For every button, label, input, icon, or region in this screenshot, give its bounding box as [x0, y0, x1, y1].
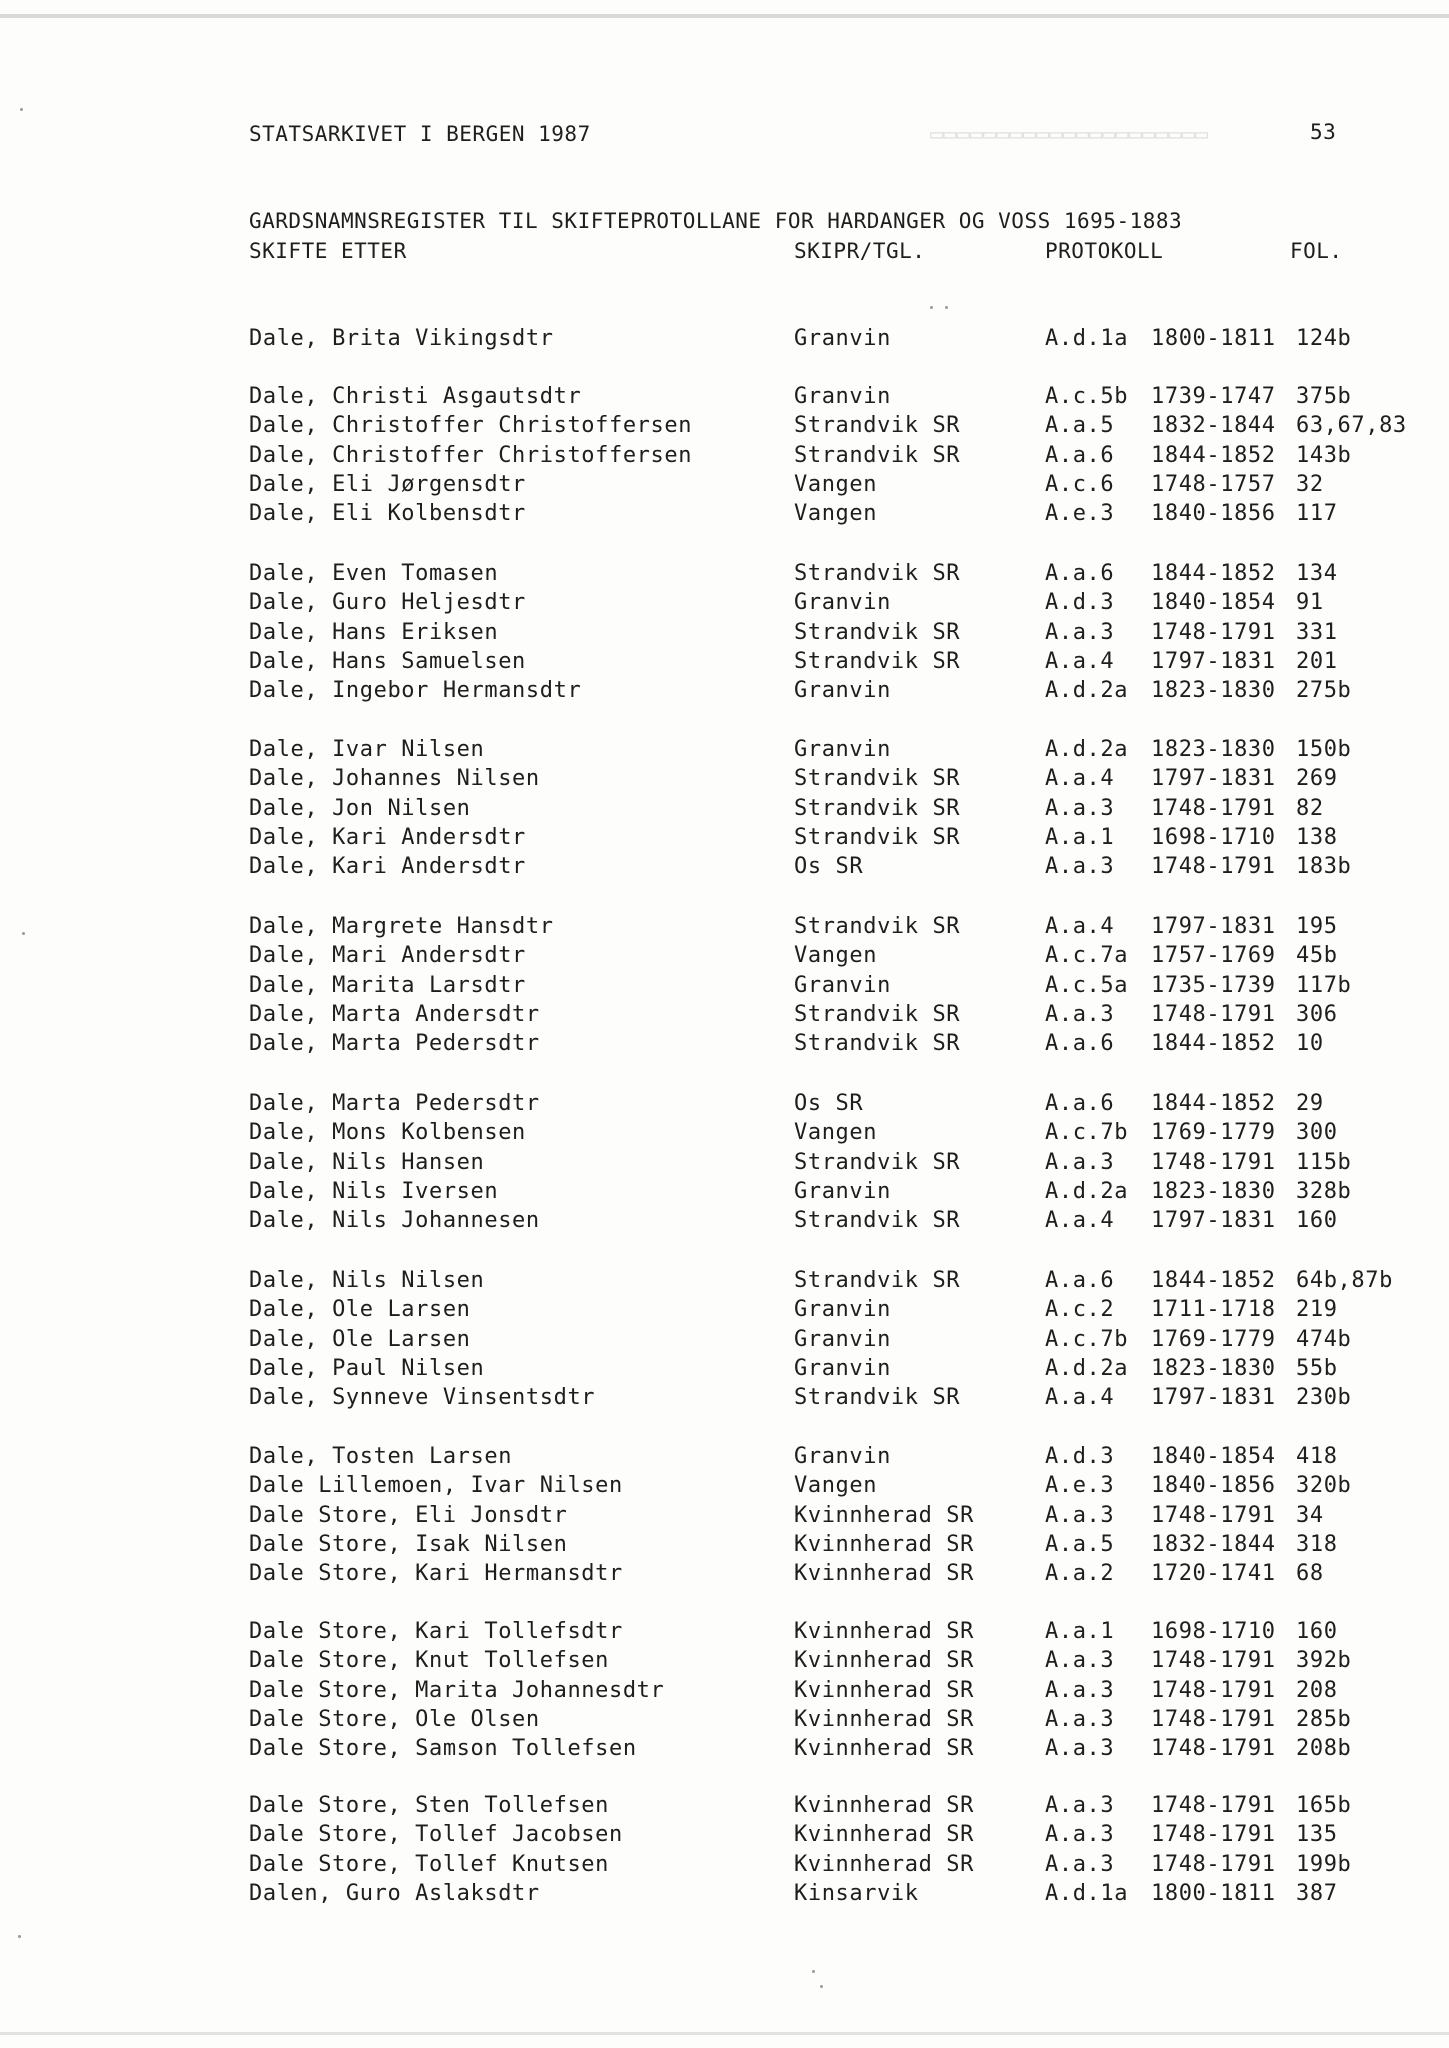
entry-folio: 165b: [1296, 1793, 1352, 1818]
entry-protokoll: A.a.1: [1045, 825, 1115, 850]
entry-folio: 143b: [1296, 443, 1352, 468]
entry-protokoll: A.a.5: [1045, 413, 1115, 438]
entry-folio: 285b: [1296, 1707, 1352, 1732]
entry-folio: 117b: [1296, 973, 1352, 998]
register-row: [0, 943, 1449, 971]
entry-skipr: Vangen: [794, 1473, 878, 1498]
entry-protokoll: A.a.3: [1045, 1822, 1115, 1847]
entry-name: Dale Lillemoen, Ivar Nilsen: [249, 1473, 623, 1498]
register-row: [0, 1736, 1449, 1764]
register-row: [0, 1356, 1449, 1384]
entry-protokoll: A.e.3: [1045, 1473, 1115, 1498]
entry-folio: 318: [1296, 1532, 1338, 1557]
entry-name: Dale Store, Isak Nilsen: [249, 1532, 568, 1557]
entry-folio: 82: [1296, 796, 1324, 821]
entry-protokoll: A.a.3: [1045, 1793, 1115, 1818]
entry-folio: 375b: [1296, 384, 1352, 409]
entry-protokoll: A.a.6: [1045, 561, 1115, 586]
entry-skipr: Granvin: [794, 678, 891, 703]
entry-folio: 91: [1296, 590, 1324, 615]
entry-years: 1748-1757: [1151, 472, 1276, 497]
entry-folio: 134: [1296, 561, 1338, 586]
register-row: [0, 1297, 1449, 1325]
register-row: [0, 590, 1449, 618]
entry-skipr: Granvin: [794, 1327, 891, 1352]
entry-folio: 306: [1296, 1002, 1338, 1027]
entry-years: 1769-1779: [1151, 1327, 1276, 1352]
entry-name: Dale, Nils Hansen: [249, 1150, 485, 1175]
entry-name: Dale, Eli Kolbensdtr: [249, 501, 526, 526]
page-number: 53: [1310, 120, 1337, 144]
register-row: [0, 1648, 1449, 1676]
entry-name: Dale Store, Sten Tollefsen: [249, 1793, 609, 1818]
entry-skipr: Granvin: [794, 737, 891, 762]
entry-name: Dale, Hans Samuelsen: [249, 649, 526, 674]
entry-years: 1800-1811: [1151, 326, 1276, 351]
entry-name: Dale, Nils Nilsen: [249, 1268, 485, 1293]
entry-folio: 34: [1296, 1503, 1324, 1528]
entry-protokoll: A.c.5b: [1045, 384, 1129, 409]
entry-folio: 208: [1296, 1678, 1338, 1703]
entry-skipr: Vangen: [794, 943, 878, 968]
entry-folio: 300: [1296, 1120, 1338, 1145]
register-row: [0, 384, 1449, 412]
register-row: [0, 825, 1449, 853]
entry-skipr: Kinsarvik: [794, 1881, 919, 1906]
register-row: [0, 620, 1449, 648]
entry-protokoll: A.a.3: [1045, 1648, 1115, 1673]
entry-name: Dale Store, Samson Tollefsen: [249, 1736, 637, 1761]
entry-name: Dale Store, Eli Jonsdtr: [249, 1503, 568, 1528]
entry-folio: 275b: [1296, 678, 1352, 703]
entry-name: Dale, Hans Eriksen: [249, 620, 499, 645]
entry-skipr: Granvin: [794, 973, 891, 998]
entry-protokoll: A.a.3: [1045, 1707, 1115, 1732]
entry-folio: 63,67,83: [1296, 413, 1407, 438]
entry-years: 1844-1852: [1151, 561, 1276, 586]
entry-skipr: Kvinnherad SR: [794, 1793, 974, 1818]
entry-protokoll: A.d.2a: [1045, 1356, 1129, 1381]
entry-protokoll: A.a.6: [1045, 1091, 1115, 1116]
entry-protokoll: A.a.1: [1045, 1619, 1115, 1644]
entry-protokoll: A.a.2: [1045, 1561, 1115, 1586]
entry-name: Dale, Margrete Hansdtr: [249, 914, 554, 939]
entry-name: Dale Store, Knut Tollefsen: [249, 1648, 609, 1673]
entry-protokoll: A.a.6: [1045, 443, 1115, 468]
register-row: [0, 1327, 1449, 1355]
entry-years: 1823-1830: [1151, 1356, 1276, 1381]
entry-skipr: Os SR: [794, 1091, 864, 1116]
register-row: [0, 1120, 1449, 1148]
entry-name: Dale Store, Kari Hermansdtr: [249, 1561, 623, 1586]
entry-skipr: Granvin: [794, 1356, 891, 1381]
entry-protokoll: A.a.6: [1045, 1031, 1115, 1056]
register-row: [0, 1385, 1449, 1413]
entry-name: Dale Store, Kari Tollefsdtr: [249, 1619, 623, 1644]
entry-skipr: Kvinnherad SR: [794, 1561, 974, 1586]
entry-folio: 328b: [1296, 1179, 1352, 1204]
entry-name: Dale, Even Tomasen: [249, 561, 499, 586]
entry-folio: 208b: [1296, 1736, 1352, 1761]
entry-years: 1748-1791: [1151, 1648, 1276, 1673]
entry-years: 1840-1854: [1151, 1444, 1276, 1469]
entry-name: Dale, Nils Johannesen: [249, 1208, 540, 1233]
entry-skipr: Strandvik SR: [794, 1002, 961, 1027]
entry-name: Dale, Marta Pedersdtr: [249, 1031, 540, 1056]
scan-speck: [20, 108, 23, 111]
entry-folio: 115b: [1296, 1150, 1352, 1175]
entry-years: 1739-1747: [1151, 384, 1276, 409]
entry-years: 1840-1856: [1151, 1473, 1276, 1498]
entry-folio: 138: [1296, 825, 1338, 850]
register-row: [0, 1208, 1449, 1236]
entry-years: 1748-1791: [1151, 796, 1276, 821]
register-row: [0, 1473, 1449, 1501]
entry-skipr: Kvinnherad SR: [794, 1648, 974, 1673]
entry-skipr: Strandvik SR: [794, 413, 961, 438]
entry-name: Dale, Nils Iversen: [249, 1179, 499, 1204]
register-row: [0, 1532, 1449, 1560]
entry-years: 1800-1811: [1151, 1881, 1276, 1906]
bleed-through-header: ▭▭▭▭▭▭▭▭▭▭▭▭▭▭▭▭▭▭▭▭▭: [930, 122, 1209, 147]
entry-years: 1844-1852: [1151, 1268, 1276, 1293]
register-row: [0, 1619, 1449, 1647]
entry-name: Dale Store, Tollef Jacobsen: [249, 1822, 623, 1847]
entry-name: Dale, Mons Kolbensen: [249, 1120, 526, 1145]
entry-folio: 117: [1296, 501, 1338, 526]
entry-folio: 124b: [1296, 326, 1352, 351]
entry-skipr: Vangen: [794, 472, 878, 497]
entry-years: 1748-1791: [1151, 854, 1276, 879]
entry-protokoll: A.c.2: [1045, 1297, 1115, 1322]
entry-years: 1823-1830: [1151, 1179, 1276, 1204]
column-header-fol: FOL.: [1290, 239, 1343, 263]
entry-protokoll: A.c.5a: [1045, 973, 1129, 998]
entry-years: 1797-1831: [1151, 1385, 1276, 1410]
scan-top-edge: [0, 14, 1449, 18]
entry-protokoll: A.d.3: [1045, 590, 1115, 615]
entry-name: Dale, Ingebor Hermansdtr: [249, 678, 582, 703]
register-row: [0, 1179, 1449, 1207]
entry-name: Dale, Marita Larsdtr: [249, 973, 526, 998]
entry-folio: 10: [1296, 1031, 1324, 1056]
entry-protokoll: A.a.3: [1045, 1503, 1115, 1528]
register-row: [0, 1091, 1449, 1119]
entry-protokoll: A.c.7b: [1045, 1120, 1129, 1145]
entry-skipr: Strandvik SR: [794, 914, 961, 939]
register-row: [0, 1002, 1449, 1030]
entry-protokoll: A.d.2a: [1045, 737, 1129, 762]
entry-folio: 331: [1296, 620, 1338, 645]
register-row: [0, 1793, 1449, 1821]
scan-speck: [820, 1985, 823, 1988]
entry-years: 1797-1831: [1151, 914, 1276, 939]
entry-name: Dale, Jon Nilsen: [249, 796, 471, 821]
entry-protokoll: A.a.4: [1045, 1208, 1115, 1233]
entry-years: 1698-1710: [1151, 825, 1276, 850]
register-row: [0, 501, 1449, 529]
entry-protokoll: A.a.4: [1045, 1385, 1115, 1410]
entry-skipr: Strandvik SR: [794, 796, 961, 821]
entry-folio: 55b: [1296, 1356, 1338, 1381]
entry-folio: 32: [1296, 472, 1324, 497]
entry-years: 1748-1791: [1151, 1002, 1276, 1027]
entry-protokoll: A.d.2a: [1045, 1179, 1129, 1204]
register-row: [0, 1444, 1449, 1472]
entry-protokoll: A.a.3: [1045, 1736, 1115, 1761]
entry-skipr: Strandvik SR: [794, 649, 961, 674]
entry-protokoll: A.a.3: [1045, 620, 1115, 645]
register-row: [0, 854, 1449, 882]
entry-protokoll: A.a.4: [1045, 766, 1115, 791]
register-title: GARDSNAMNSREGISTER TIL SKIFTEPROTOLLANE FOR HARDANGER OG VOSS 1695-1883: [249, 209, 1183, 233]
entry-name: Dale, Christoffer Christoffersen: [249, 443, 693, 468]
entry-skipr: Os SR: [794, 854, 864, 879]
entry-skipr: Kvinnherad SR: [794, 1852, 974, 1877]
entry-years: 1698-1710: [1151, 1619, 1276, 1644]
entry-protokoll: A.a.4: [1045, 649, 1115, 674]
entry-skipr: Kvinnherad SR: [794, 1532, 974, 1557]
entry-years: 1844-1852: [1151, 1091, 1276, 1116]
entry-protokoll: A.a.3: [1045, 854, 1115, 879]
entry-skipr: Granvin: [794, 326, 891, 351]
scan-bottom-edge: [0, 2032, 1449, 2035]
entry-folio: 68: [1296, 1561, 1324, 1586]
register-row: [0, 737, 1449, 765]
entry-folio: 219: [1296, 1297, 1338, 1322]
entry-name: Dale Store, Tollef Knutsen: [249, 1852, 609, 1877]
register-row: [0, 766, 1449, 794]
scan-speck: [945, 306, 948, 309]
entry-folio: 392b: [1296, 1648, 1352, 1673]
entry-skipr: Kvinnherad SR: [794, 1822, 974, 1847]
register-row: [0, 1881, 1449, 1909]
entry-folio: 150b: [1296, 737, 1352, 762]
entry-name: Dale, Marta Andersdtr: [249, 1002, 540, 1027]
entry-folio: 64b,87b: [1296, 1268, 1393, 1293]
entry-years: 1797-1831: [1151, 1208, 1276, 1233]
entry-skipr: Strandvik SR: [794, 1031, 961, 1056]
entry-protokoll: A.d.3: [1045, 1444, 1115, 1469]
entry-name: Dale, Kari Andersdtr: [249, 825, 526, 850]
entry-protokoll: A.c.7a: [1045, 943, 1129, 968]
entry-folio: 201: [1296, 649, 1338, 674]
entry-name: Dale, Kari Andersdtr: [249, 854, 526, 879]
entry-skipr: Kvinnherad SR: [794, 1503, 974, 1528]
entry-folio: 183b: [1296, 854, 1352, 879]
entry-name: Dale, Christi Asgautsdtr: [249, 384, 582, 409]
entry-name: Dale, Eli Jørgensdtr: [249, 472, 526, 497]
entry-folio: 269: [1296, 766, 1338, 791]
entry-skipr: Strandvik SR: [794, 1385, 961, 1410]
entry-years: 1823-1830: [1151, 678, 1276, 703]
entry-years: 1748-1791: [1151, 620, 1276, 645]
entry-folio: 320b: [1296, 1473, 1352, 1498]
scan-speck: [18, 1935, 21, 1938]
column-header-name: SKIFTE ETTER: [249, 239, 407, 263]
entry-years: 1748-1791: [1151, 1678, 1276, 1703]
entry-name: Dale, Guro Heljesdtr: [249, 590, 526, 615]
entry-protokoll: A.d.2a: [1045, 678, 1129, 703]
entry-skipr: Vangen: [794, 501, 878, 526]
register-row: [0, 413, 1449, 441]
entry-skipr: Vangen: [794, 1120, 878, 1145]
entry-folio: 474b: [1296, 1327, 1352, 1352]
register-row: [0, 796, 1449, 824]
register-row: [0, 1150, 1449, 1178]
entry-folio: 230b: [1296, 1385, 1352, 1410]
register-row: [0, 1268, 1449, 1296]
entry-skipr: Kvinnherad SR: [794, 1619, 974, 1644]
register-row: [0, 973, 1449, 1001]
entry-years: 1769-1779: [1151, 1120, 1276, 1145]
entry-years: 1840-1854: [1151, 590, 1276, 615]
entry-folio: 29: [1296, 1091, 1324, 1116]
column-header-protokoll: PROTOKOLL: [1045, 239, 1164, 263]
entry-protokoll: A.c.6: [1045, 472, 1115, 497]
entry-name: Dale, Brita Vikingsdtr: [249, 326, 554, 351]
register-row: [0, 1852, 1449, 1880]
entry-name: Dale, Tosten Larsen: [249, 1444, 513, 1469]
entry-years: 1757-1769: [1151, 943, 1276, 968]
entry-protokoll: A.d.1a: [1045, 326, 1129, 351]
entry-name: Dale, Ole Larsen: [249, 1327, 471, 1352]
entry-protokoll: A.a.6: [1045, 1268, 1115, 1293]
column-header-skipr: SKIPR/TGL.: [794, 239, 926, 263]
entry-skipr: Strandvik SR: [794, 1150, 961, 1175]
entry-years: 1748-1791: [1151, 1707, 1276, 1732]
entry-name: Dale Store, Marita Johannesdtr: [249, 1678, 665, 1703]
entry-skipr: Granvin: [794, 1444, 891, 1469]
entry-protokoll: A.a.3: [1045, 1150, 1115, 1175]
entry-protokoll: A.a.4: [1045, 914, 1115, 939]
register-row: [0, 561, 1449, 589]
entry-years: 1832-1844: [1151, 413, 1276, 438]
entry-name: Dale, Christoffer Christoffersen: [249, 413, 693, 438]
register-row: [0, 1822, 1449, 1850]
entry-years: 1823-1830: [1151, 737, 1276, 762]
scan-speck: [22, 932, 25, 935]
entry-folio: 45b: [1296, 943, 1338, 968]
entry-protokoll: A.a.5: [1045, 1532, 1115, 1557]
entry-skipr: Strandvik SR: [794, 561, 961, 586]
register-row: [0, 1561, 1449, 1589]
entry-folio: 160: [1296, 1208, 1338, 1233]
entry-skipr: Granvin: [794, 1297, 891, 1322]
entry-years: 1797-1831: [1151, 649, 1276, 674]
entry-protokoll: A.d.1a: [1045, 1881, 1129, 1906]
register-row: [0, 1031, 1449, 1059]
register-row: [0, 678, 1449, 706]
entry-folio: 195: [1296, 914, 1338, 939]
entry-skipr: Granvin: [794, 590, 891, 615]
entry-skipr: Strandvik SR: [794, 1268, 961, 1293]
entry-name: Dale, Johannes Nilsen: [249, 766, 540, 791]
register-row: [0, 472, 1449, 500]
entry-years: 1844-1852: [1151, 443, 1276, 468]
entry-name: Dale, Synneve Vinsentsdtr: [249, 1385, 596, 1410]
entry-protokoll: A.c.7b: [1045, 1327, 1129, 1352]
entry-years: 1832-1844: [1151, 1532, 1276, 1557]
entry-name: Dale, Ivar Nilsen: [249, 737, 485, 762]
register-row: [0, 1678, 1449, 1706]
entry-protokoll: A.a.3: [1045, 1678, 1115, 1703]
entry-protokoll: A.e.3: [1045, 501, 1115, 526]
entry-protokoll: A.a.3: [1045, 796, 1115, 821]
scan-speck: [812, 1970, 815, 1973]
register-row: [0, 914, 1449, 942]
entry-folio: 387: [1296, 1881, 1338, 1906]
entry-name: Dalen, Guro Aslaksdtr: [249, 1881, 540, 1906]
entry-skipr: Kvinnherad SR: [794, 1736, 974, 1761]
register-row: [0, 1503, 1449, 1531]
entry-years: 1840-1856: [1151, 501, 1276, 526]
entry-years: 1711-1718: [1151, 1297, 1276, 1322]
entry-name: Dale, Ole Larsen: [249, 1297, 471, 1322]
entry-skipr: Strandvik SR: [794, 620, 961, 645]
entry-protokoll: A.a.3: [1045, 1002, 1115, 1027]
register-row: [0, 443, 1449, 471]
entry-years: 1844-1852: [1151, 1031, 1276, 1056]
entry-name: Dale, Mari Andersdtr: [249, 943, 526, 968]
entry-name: Dale, Paul Nilsen: [249, 1356, 485, 1381]
entry-skipr: Granvin: [794, 1179, 891, 1204]
register-row: [0, 326, 1449, 354]
entry-name: Dale, Marta Pedersdtr: [249, 1091, 540, 1116]
entry-years: 1748-1791: [1151, 1822, 1276, 1847]
entry-protokoll: A.a.3: [1045, 1852, 1115, 1877]
entry-years: 1797-1831: [1151, 766, 1276, 791]
entry-years: 1748-1791: [1151, 1503, 1276, 1528]
entry-name: Dale Store, Ole Olsen: [249, 1707, 540, 1732]
entry-skipr: Granvin: [794, 384, 891, 409]
entry-years: 1748-1791: [1151, 1852, 1276, 1877]
register-row: [0, 1707, 1449, 1735]
entry-years: 1720-1741: [1151, 1561, 1276, 1586]
entry-skipr: Strandvik SR: [794, 1208, 961, 1233]
entry-years: 1748-1791: [1151, 1736, 1276, 1761]
entry-years: 1748-1791: [1151, 1150, 1276, 1175]
scan-speck: [930, 306, 933, 309]
entry-skipr: Kvinnherad SR: [794, 1678, 974, 1703]
register-row: [0, 649, 1449, 677]
entry-skipr: Strandvik SR: [794, 766, 961, 791]
entry-skipr: Strandvik SR: [794, 443, 961, 468]
archive-header: STATSARKIVET I BERGEN 1987: [249, 122, 591, 146]
entry-skipr: Strandvik SR: [794, 825, 961, 850]
entry-folio: 135: [1296, 1822, 1338, 1847]
entry-folio: 199b: [1296, 1852, 1352, 1877]
entry-years: 1735-1739: [1151, 973, 1276, 998]
entry-folio: 418: [1296, 1444, 1338, 1469]
entry-years: 1748-1791: [1151, 1793, 1276, 1818]
entry-folio: 160: [1296, 1619, 1338, 1644]
entry-skipr: Kvinnherad SR: [794, 1707, 974, 1732]
